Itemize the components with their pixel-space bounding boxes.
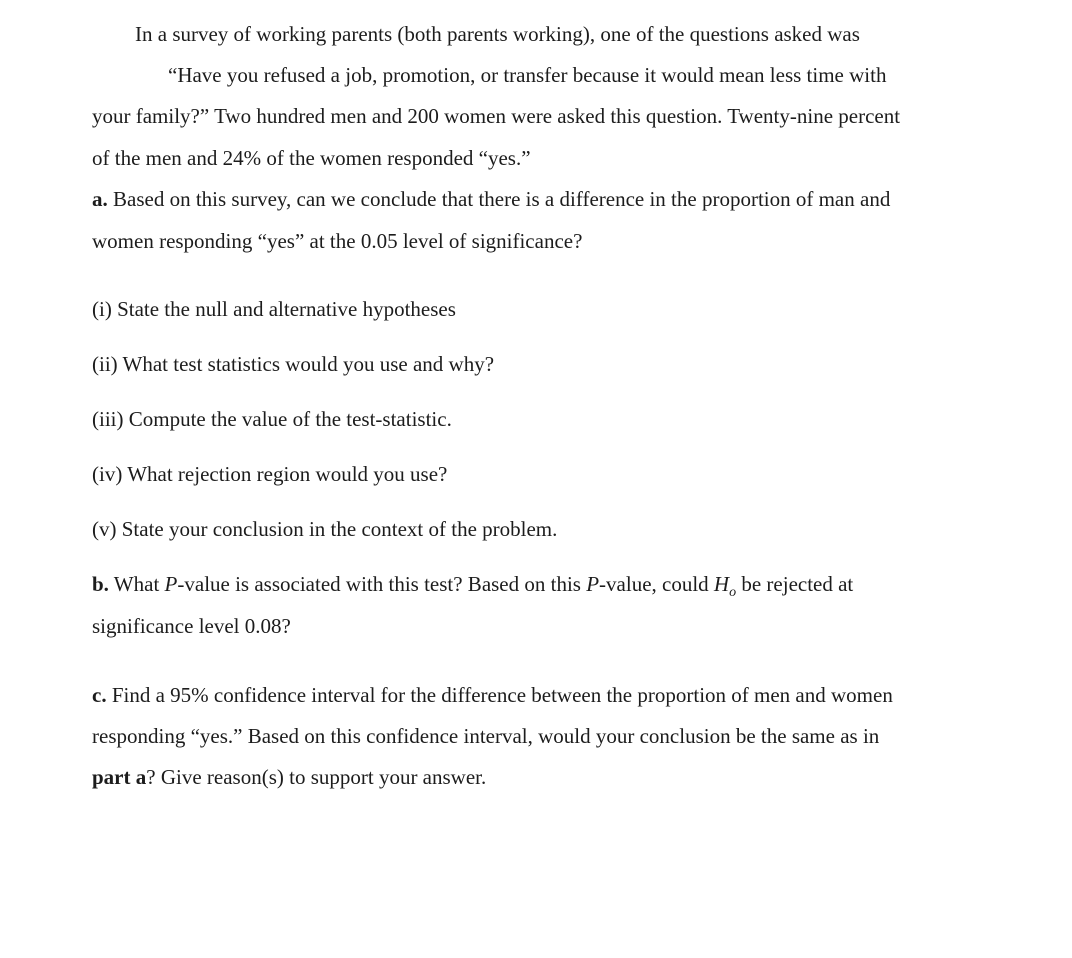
p-symbol-2: P [586, 572, 600, 596]
part-a-item-iii: (iii) Compute the value of the test-statistic. [92, 407, 452, 431]
part-b-line-1 [92, 571, 853, 606]
part-b-line-2: significance level 0.08? [92, 614, 291, 638]
part-a-item-ii: (ii) What test statistics would you use and why? [92, 352, 495, 376]
part-a-label: a. [92, 187, 108, 211]
part-a-line-1 [92, 186, 890, 212]
part-a-line-2: women responding “yes” at the 0.05 level of significance? [92, 229, 583, 253]
part-b-seg-1: What [108, 572, 165, 596]
part-a-item-v: (v) State your conclusion in the context of the problem. [92, 517, 558, 541]
intro-line-3: your family?” Two hundred men and 200 women were asked this question. Twenty-nine percent [92, 104, 901, 128]
h-symbol: H [713, 572, 730, 596]
part-a-reference: part a [92, 765, 147, 789]
part-b-label: b. [92, 572, 109, 596]
h-subscript: o [729, 585, 737, 601]
part-c-text-1: Find a 95% confidence interval for the difference between the proportion of men and women [106, 683, 893, 707]
intro-line-1: In a survey of working parents (both parents working), one of the questions asked was [135, 22, 860, 46]
p-symbol-1: P [164, 572, 178, 596]
intro-line-4: of the men and 24% of the women responded “yes.” [92, 146, 531, 170]
part-c-text-3: ? Give reason(s) to support your answer. [146, 765, 487, 789]
part-b-seg-4: be rejected at [736, 572, 854, 596]
part-a-item-iv: (iv) What rejection region would you use? [92, 462, 448, 486]
part-c-line-2: responding “yes.” Based on this confidence interval, would your conclusion be the same as in [92, 724, 880, 748]
part-b-seg-3: -value, could [599, 572, 714, 596]
part-c-label: c. [92, 683, 107, 707]
part-a-item-i: (i) State the null and alternative hypotheses [92, 297, 456, 321]
part-b-seg-2: -value is associated with this test? Based on this [177, 572, 587, 596]
intro-line-2: “Have you refused a job, promotion, or transfer because it would mean less time with [168, 63, 887, 87]
part-a-text-1: Based on this survey, can we conclude that there is a difference in the proportion of man and [107, 187, 891, 211]
part-c-line-1 [92, 682, 893, 708]
part-c-line-3 [92, 764, 486, 790]
